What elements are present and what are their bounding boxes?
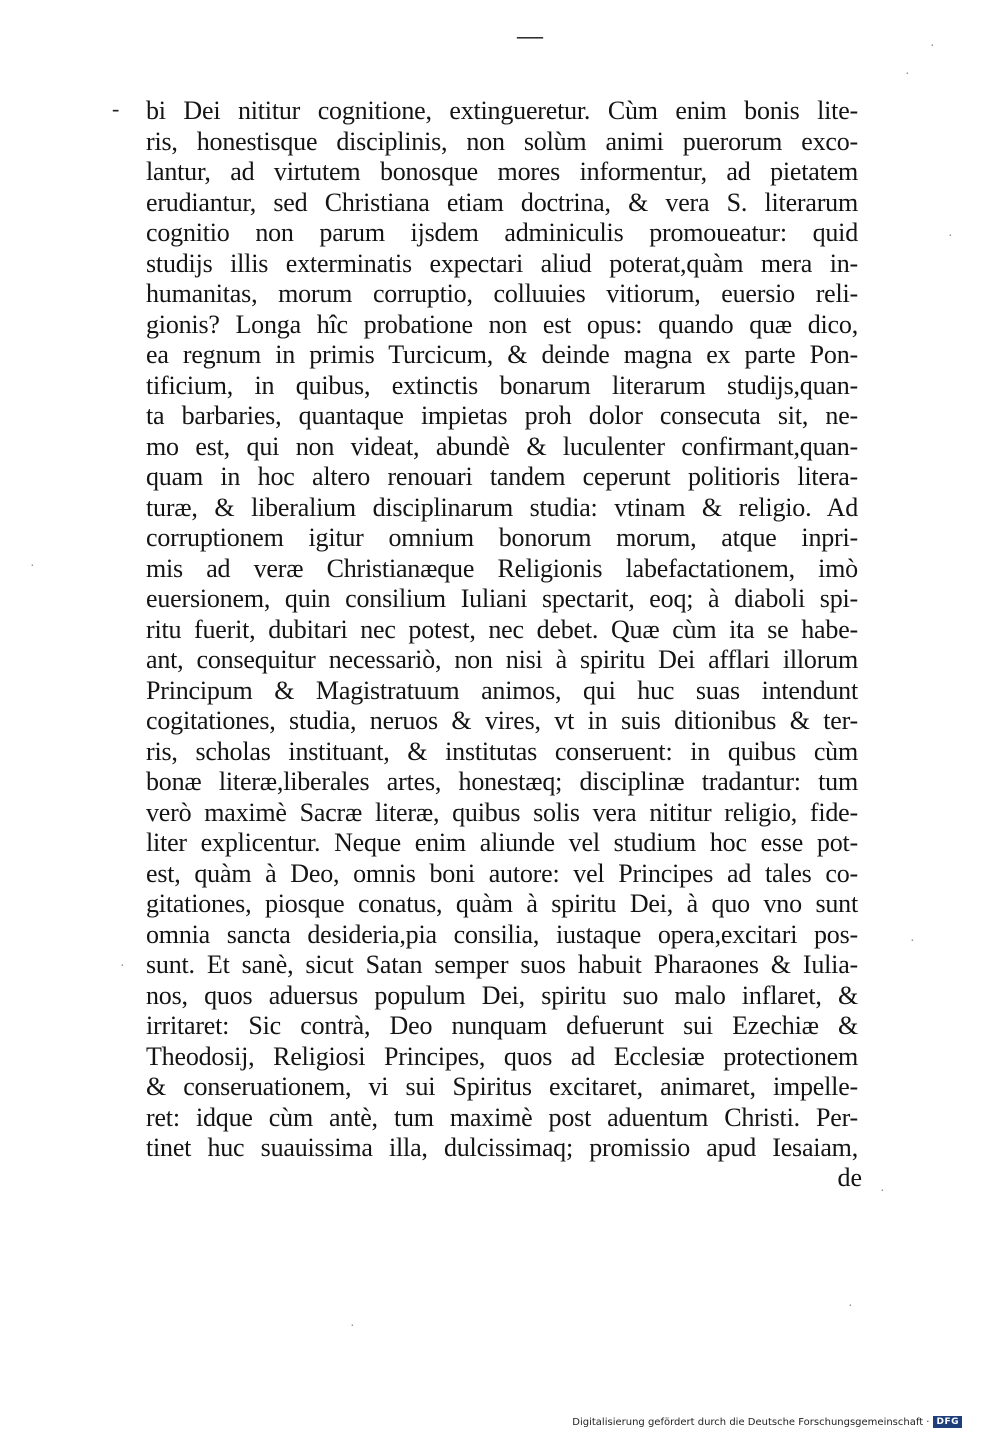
text-line: irritaret: Sic contrà, Deo nunquam defuerunt sui Ezechiæ & (146, 1011, 858, 1040)
scan-speck: · (910, 934, 915, 949)
text-line: Principum & Magistratuum animos, qui huc suas intendunt (146, 675, 858, 705)
text-line: mo est, qui non videat, abundè & luculenter confirmant,quan- (146, 431, 858, 461)
dfg-logo: DFG (933, 1416, 962, 1428)
text-line: cogitationes, studia, neruos & vires, vt in suis ditionibus & ter- (146, 706, 858, 735)
digitization-credit (572, 1414, 962, 1430)
catchword: de (837, 1163, 862, 1192)
text-line: ris, scholas instituant, & institutas conseruent: in quibus cùm (146, 736, 858, 766)
text-line: tificium, in quibus, extinctis bonarum literarum studijs,quan- (146, 370, 858, 400)
text-line: & conseruationem, vi sui Spiritus excitaret, animaret, impelle- (146, 1072, 858, 1101)
text-line: lantur, ad virtutem bonosque mores informentur, ad pietatem (146, 157, 858, 186)
text-line: tinet huc suauissima illa, dulcissimaq; promissio apud Iesaiam, (146, 1133, 858, 1162)
credit-text: Digitalisierung gefördert durch die Deutsche Forschungsgemeinschaft · (572, 1416, 930, 1428)
text-line: ea regnum in primis Turcicum, & deinde magna ex parte Pon- (146, 340, 858, 369)
text-line: euersionem, quin consilium Iuliani spectarit, eoq; à diaboli spi- (146, 584, 858, 613)
text-line: turæ, & liberalium disciplinarum studia: vtinam & religio. Ad (146, 492, 858, 522)
text-line: humanitas, morum corruptio, colluuies vitiorum, euersio reli- (146, 279, 858, 308)
text-line: cognitio non parum ijsdem adminiculis promoueatur: quid (146, 218, 858, 247)
text-line: liter explicentur. Neque enim aliunde vel studium hoc esse pot- (146, 828, 858, 857)
text-line: verò maximè Sacræ literæ, quibus solis vera nititur religio, fide- (146, 797, 858, 827)
text-line: ant, consequitur necessariò, non nisi à spiritu Dei afflari illorum (146, 645, 858, 674)
page-header-mark: — (517, 21, 543, 50)
scan-speck: · (30, 559, 35, 574)
scan-speck: · (930, 39, 935, 54)
text-line: mis ad veræ Christianæque Religionis labefactationem, imò (146, 553, 858, 583)
text-line: erudiantur, sed Christiana etiam doctrina, & vera S. literarum (146, 187, 858, 217)
text-line: bi Dei nititur cognitione, extingueretur. Cùm enim bonis lite- (146, 96, 858, 125)
text-line: omnia sancta desideria,pia consilia, iustaque opera,excitari pos- (146, 919, 858, 949)
left-margin-mark: - (112, 96, 120, 121)
scan-speck: · (948, 229, 953, 244)
scan-speck: · (905, 67, 910, 82)
text-line: sunt. Et sanè, sicut Satan semper suos habuit Pharaones & Iulia- (146, 950, 858, 979)
text-line: quam in hoc altero renouari tandem ceperunt politioris litera- (146, 462, 858, 491)
text-line: est, quàm à Deo, omnis boni autore: vel Principes ad tales co- (146, 858, 858, 888)
scan-speck: · (880, 1184, 885, 1199)
text-line: gitationes, piosque conatus, quàm à spiritu Dei, à quo vno sunt (146, 889, 858, 918)
text-line: nos, quos aduersus populum Dei, spiritu suo malo inflaret, & (146, 980, 858, 1010)
body-text (146, 96, 858, 1164)
scan-speck: · (350, 1319, 355, 1334)
text-line: ritu fuerit, dubitari nec potest, nec debet. Quæ cùm ita se habe- (146, 614, 858, 644)
text-line: bonæ literæ,liberales artes, honestæq; disciplinæ tradantur: tum (146, 767, 858, 796)
scan-speck: · (120, 959, 125, 974)
text-line: ret: idque cùm antè, tum maximè post aduentum Christi. Per- (146, 1102, 858, 1132)
scan-speck: · (848, 1299, 853, 1314)
text-line: ris, honestisque disciplinis, non solùm animi puerorum exco- (146, 126, 858, 156)
text-line: Theodosij, Religiosi Principes, quos ad Ecclesiæ protectionem (146, 1041, 858, 1071)
text-line: gionis? Longa hîc probatione non est opus: quando quæ dico, (146, 309, 858, 339)
text-line: corruptionem igitur omnium bonorum morum, atque inpri- (146, 523, 858, 552)
text-line: studijs illis exterminatis expectari aliud poterat,quàm mera in- (146, 248, 858, 278)
text-line: ta barbaries, quantaque impietas proh dolor consecuta sit, ne- (146, 401, 858, 430)
